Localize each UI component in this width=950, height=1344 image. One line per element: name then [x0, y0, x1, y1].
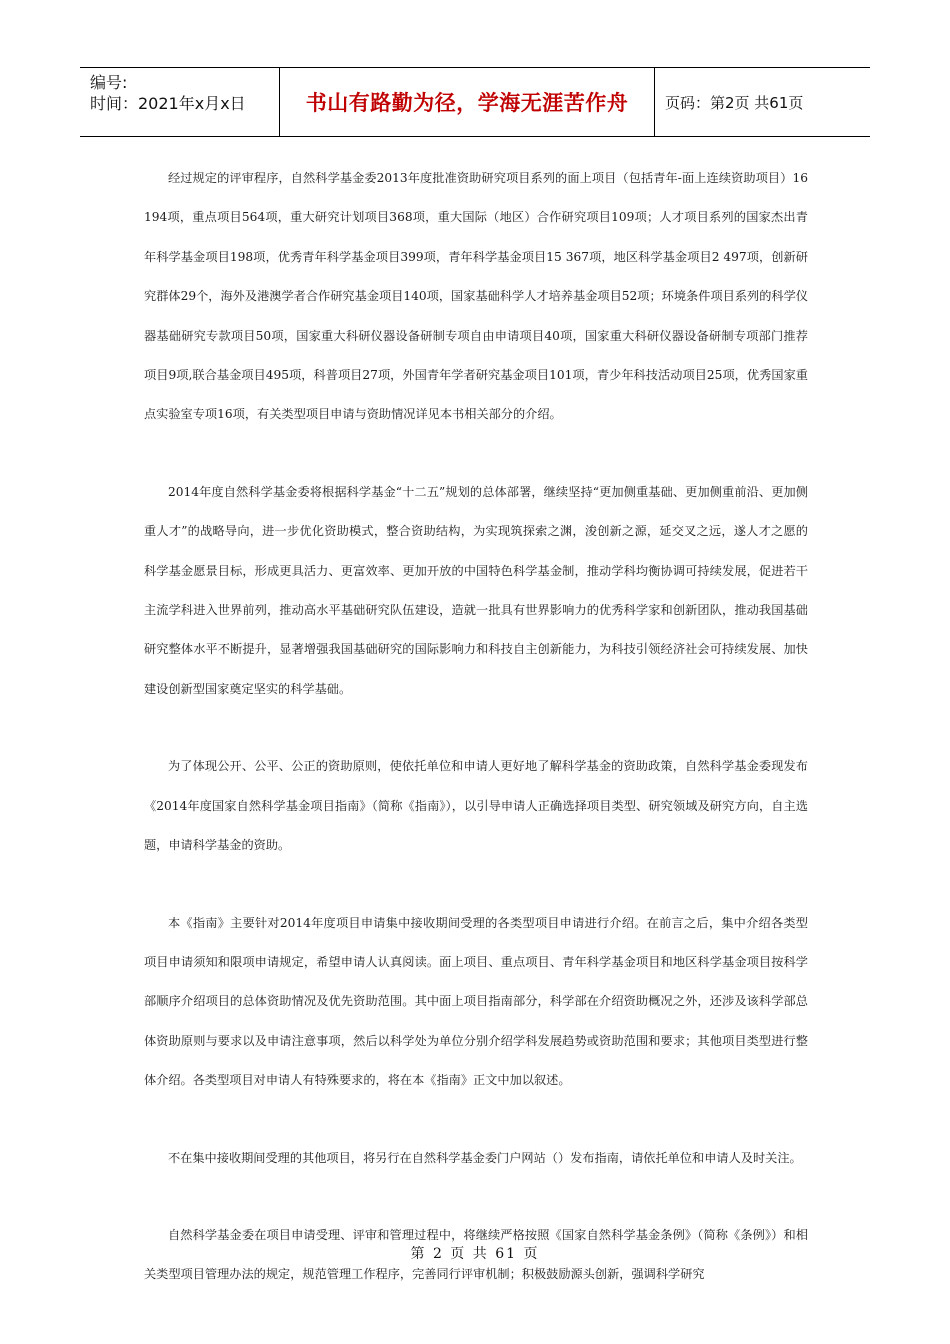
- paragraph-4: 本《指南》主要针对2014年度项目申请集中接收期间受理的各类型项目申请进行介绍。在前言之后，集中介绍各类型项目申请须知和限项申请规定，希望申请人认真阅读。面上项目、重点项目、青年科学基金项目和地区科学基金项目按科学部顺序介绍项目的总体资助情况及优先资助范围。其中面上项目指南部分，科学部在介绍资助概况之外，还涉及该科学部总体资助原则与要求以及申请注意事项，然后以科学处为单位分别介绍学科发展趋势或资助范围和要求；其他项目类型进行整体介绍。各类型项目对申请人有特殊要求的，将在本《指南》正文中加以叙述。: [144, 915, 808, 1088]
- paragraph-1: 经过规定的评审程序，自然科学基金委2013年度批准资助研究项目系列的面上项目（包括青年-面上连续资助项目）16 194项，重点项目564项，重大研究计划项目368项，重大国际（地区）合作研究项目109项；人才项目系列的国家杰出青年科学基金项目198项，优秀青年科学基金项目399项，青年科学基金项目15 367项，地区科学基金项目2 497项，创新研究群体29个，海外及港澳学者合作研究基金项目140项，国家基础科学人才培养基金项目52项；环境条件项目系列的科学仪器基础研究专款项目50项，国家重大科研仪器设备研制专项自由申请项目40项，国家重大科研仪器设备研制专项部门推荐项目9项,联合基金项目495项，科普项目27项，外国青年学者研究基金项目101项，青少年科技活动项目25项，优秀国家重点实验室专项16项，有关类型项目申请与资助情况详见本书相关部分的介绍。: [144, 171, 808, 422]
- document-number-label: 编号:: [90, 73, 128, 92]
- header-meta: [80, 68, 280, 136]
- paragraph-3: 为了体现公开、公平、公正的资助原则，使依托单位和申请人更好地了解科学基金的资助政策，自然科学基金委现发布《2014年度国家自然科学基金项目指南》（简称《指南》），以引导申请人正确选择项目类型、研究领域及研究方向，自主选题，申请科学基金的资助。: [144, 759, 808, 853]
- page-header: [80, 67, 870, 137]
- document-time-label: 时间：2021年x月x日: [90, 94, 246, 113]
- header-motto: 书山有路勤为径，学海无涯苦作舟: [280, 68, 655, 136]
- page-footer: 第 2 页 共 61 页: [410, 1246, 540, 1262]
- document-body: [144, 159, 808, 1333]
- paragraph-2: 2014年度自然科学基金委将根据科学基金“十二五”规划的总体部署，继续坚持“更加侧重基础、更加侧重前沿、更加侧重人才”的战略导向，进一步优化资助模式，整合资助结构，为实现筑探索之渊，浚创新之源，延交叉之远，遂人才之愿的科学基金愿景目标，形成更具活力、更富效率、更加开放的中国特色科学基金制，推动学科均衡协调可持续发展，促进若干主流学科进入世界前列，推动高水平基础研究队伍建设，造就一批具有世界影响力的优秀科学家和创新团队，推动我国基础研究整体水平不断提升，显著增强我国基础研究的国际影响力和科技自主创新能力，为科技引领经济社会可持续发展、加快建设创新型国家奠定坚实的科学基础。: [144, 484, 808, 696]
- header-page-number: 页码：第2页 共61页: [665, 93, 804, 112]
- paragraph-6: 自然科学基金委在项目申请受理、评审和管理过程中，将继续严格按照《国家自然科学基金条例》（简称《条例》）和相关类型项目管理办法的规定，规范管理工作程序，完善同行评审机制；积极鼓励源头创新，强调科学研究: [144, 1227, 808, 1282]
- paragraph-5: 不在集中接收期间受理的其他项目，将另行在自然科学基金委门户网站（）发布指南，请依托单位和申请人及时关注。: [168, 1150, 802, 1165]
